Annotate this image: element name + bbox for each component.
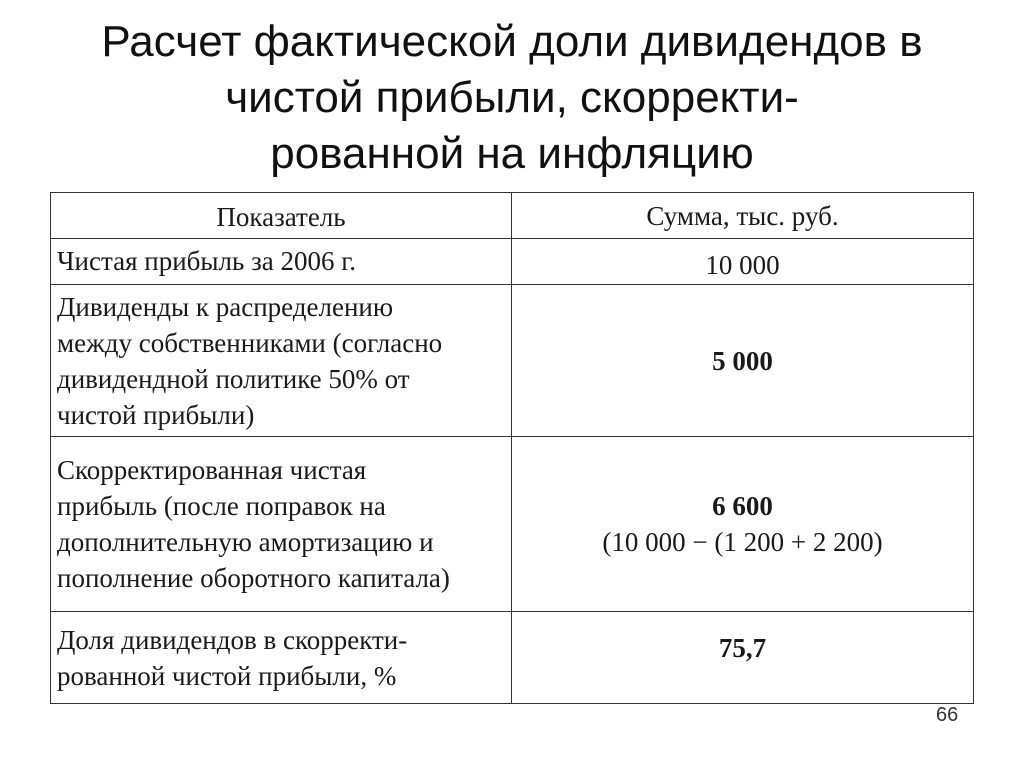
title-line-2: чистой прибыли, скорректи- (225, 73, 799, 122)
adjusted-profit-formula: (10 000 − (1 200 + 2 200) (602, 527, 883, 557)
label-line: пополнение оборотного капитала) (57, 563, 450, 593)
table-row (51, 437, 974, 612)
table-row (51, 612, 974, 704)
label-line: дивидендной политике 50% от (57, 363, 410, 394)
row-label-dividends (51, 285, 512, 437)
title-line-3: рованной на инфляцию (270, 129, 754, 178)
row-value-dividend-share: 75,7 (512, 612, 974, 704)
row-label-dividend-share (51, 612, 512, 704)
table-row (51, 285, 974, 437)
dividend-table (50, 192, 974, 704)
table-row (51, 239, 974, 285)
label-line: Скорректированная чистая (57, 455, 367, 485)
header-indicator: Показатель (51, 193, 512, 239)
row-value-adjusted-profit (512, 437, 974, 612)
label-line: дополнительную амортизацию и (57, 527, 434, 557)
row-value-dividends: 5 000 (512, 285, 974, 437)
row-label-adjusted-profit (51, 437, 512, 612)
header-amount: Сумма, тыс. руб. (512, 193, 974, 239)
label-line: прибыль (после поправок на (57, 491, 386, 521)
label-line: между собственниками (согласно (57, 327, 443, 358)
title-line-1: Расчет фактической доли дивидендов в (101, 17, 923, 66)
label-line: Доля дивидендов в скорректи- (57, 624, 408, 655)
slide-title (0, 14, 1024, 182)
page-number: 66 (936, 704, 959, 726)
row-label-net-profit: Чистая прибыль за 2006 г. (51, 239, 512, 285)
row-value-net-profit: 10 000 (512, 239, 974, 285)
label-line: чистой прибыли) (57, 399, 255, 430)
adjusted-profit-value: 6 600 (712, 491, 773, 521)
label-line: рованной чистой прибыли, % (57, 660, 397, 691)
label-line: Дивиденды к распределению (57, 291, 394, 322)
table-header-row (51, 193, 974, 239)
